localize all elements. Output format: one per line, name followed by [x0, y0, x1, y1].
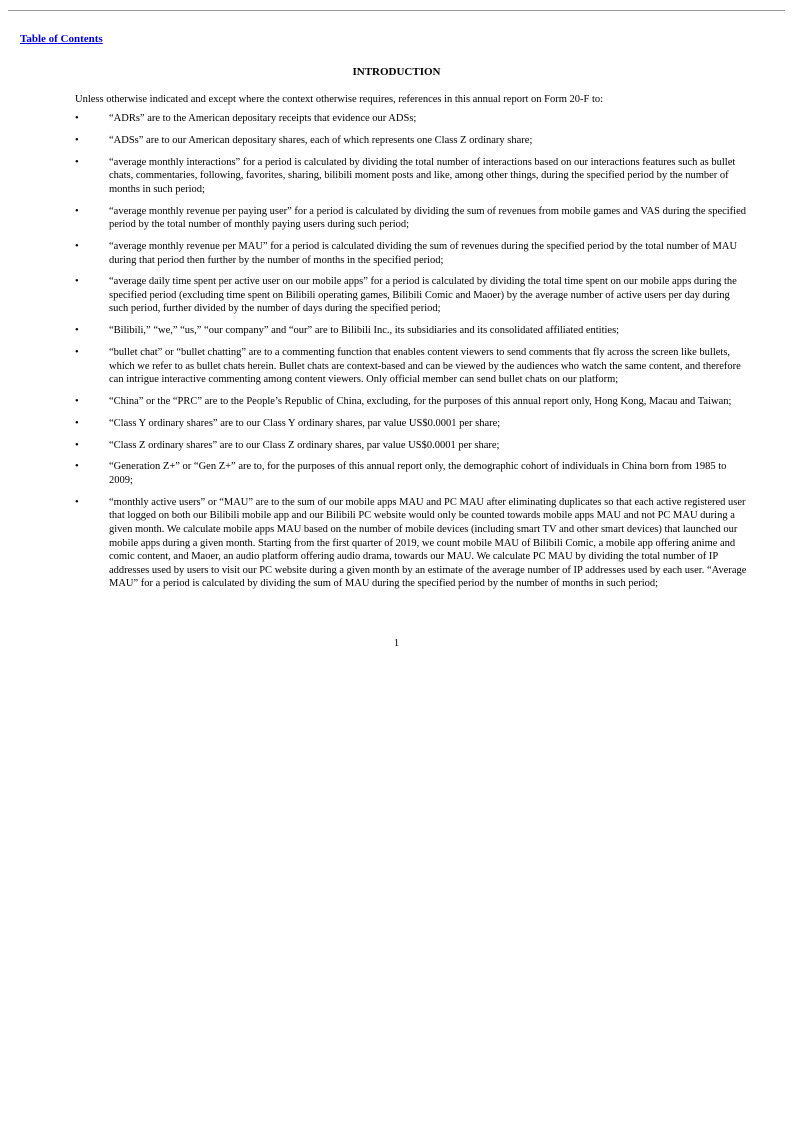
- list-item: [75, 134, 747, 148]
- page-number: 1: [393, 638, 400, 649]
- definition-text: “average monthly interactions” for a period is calculated by dividing the total number of interactions based on our interactions features such as bullet chats, commentaries, following, favorites, sharing, bilibili moment posts and like, among other things, during the specified period by the number of months in such period;: [109, 156, 736, 195]
- definition-text: “Class Y ordinary shares” are to our Class Y ordinary shares, par value US$0.0001 per share;: [109, 417, 501, 429]
- definitions-list: [75, 112, 747, 599]
- definition-text: “average daily time spent per active user on our mobile apps” for a period is calculated by dividing the total time spent on our mobile apps during the specified period (excluding time spent on Bilibili operating games, Bilibili Comic and Maoer) by the average number of active users per day during such period, further divided by the number of days during the specified period;: [109, 276, 737, 315]
- bullet-icon: •: [75, 347, 79, 359]
- list-item: [75, 496, 747, 591]
- definition-text: “Bilibili,” “we,” “us,” “our company” and “our” are to Bilibili Inc., its subsidiaries and its consolidated affiliated entities;: [109, 325, 620, 337]
- bullet-icon: •: [75, 496, 79, 508]
- bullet-icon: •: [75, 134, 79, 146]
- definition-text: “average monthly revenue per MAU” for a period is calculated dividing the sum of revenues during the specified period by the total number of MAU during that period then further by the number of months in the specified period;: [109, 240, 738, 266]
- bullet-icon: •: [75, 240, 79, 252]
- list-item: [75, 439, 747, 453]
- intro-paragraph: Unless otherwise indicated and except where the context otherwise requires, references in this annual report on Form 20-F to:: [75, 94, 604, 105]
- list-item: [75, 275, 747, 316]
- list-item: [75, 460, 747, 487]
- list-item: [75, 156, 747, 197]
- bullet-icon: •: [75, 205, 79, 217]
- definition-text: “ADRs” are to the American depositary receipts that evidence our ADSs;: [109, 113, 417, 124]
- top-divider: [8, 10, 785, 11]
- definition-text: “average monthly revenue per paying user” for a period is calculated by dividing the sum of revenues from mobile games and VAS during the specified period by the total number of monthly paying users during such period;: [109, 205, 747, 231]
- definition-text: “monthly active users” or “MAU” are to the sum of our mobile apps MAU and PC MAU after eliminating duplicates so that each active registered user that logged on both our Bilibili mobile app and our Bilibili PC website would only be counted towards mobile apps MAU and not PC MAU during a given month. We calculate mobile apps MAU based on the number of mobile devices (including smart TV and other smart devices) that launched our mobile apps during a given month. Starting from the first quarter of 2019, we count mobile MAU of Bilibili Comic, a mobile app offering anime and comic content, and Maoer, an audio platform offering audio drama, towards our MAU. We calculate PC MAU by dividing the total number of IP addresses used by users to visit our PC website during a given month by an estimate of the average number of IP addresses used by each user. “Average MAU” for a period is calculated by dividing the sum of MAU during the specified period by the number of months in such period;: [109, 496, 747, 590]
- bullet-icon: •: [75, 439, 79, 451]
- section-heading: INTRODUCTION: [352, 66, 441, 78]
- definition-text: “bullet chat” or “bullet chatting” are to a commenting function that enables content viewers to send comments that fly across the screen like bullets, which we refer to as bullet chats herein. Bullet chats are context-based and can be viewed by the audiences who watch the same content, and therefore can intrigue interactive commenting among content viewers. Only official member can send bullet chats on our platform;: [109, 347, 741, 386]
- definition-text: “ADSs” are to our American depositary shares, each of which represents one Class Z ordinary share;: [109, 134, 533, 146]
- bullet-icon: •: [75, 417, 79, 429]
- list-item: [75, 395, 747, 409]
- list-item: [75, 417, 747, 431]
- bullet-icon: •: [75, 461, 79, 473]
- list-item: [75, 346, 747, 387]
- bullet-icon: •: [75, 325, 79, 337]
- list-item: [75, 112, 747, 126]
- list-item: [75, 324, 747, 338]
- definition-text: “Class Z ordinary shares” are to our Class Z ordinary shares, par value US$0.0001 per share;: [109, 439, 500, 451]
- bullet-icon: •: [75, 276, 79, 288]
- list-item: [75, 205, 747, 232]
- table-of-contents-link[interactable]: Table of Contents: [20, 33, 103, 45]
- definition-text: “China” or the “PRC” are to the People’s Republic of China, excluding, for the purposes of this annual report only, Hong Kong, Macau and Taiwan;: [109, 396, 732, 407]
- list-item: [75, 240, 747, 267]
- definition-text: “Generation Z+” or “Gen Z+” are to, for the purposes of this annual report only, the demographic cohort of individuals in China born from 1985 to 2009;: [109, 461, 727, 486]
- bullet-icon: •: [75, 396, 79, 407]
- bullet-icon: •: [75, 113, 79, 124]
- bullet-icon: •: [75, 156, 79, 168]
